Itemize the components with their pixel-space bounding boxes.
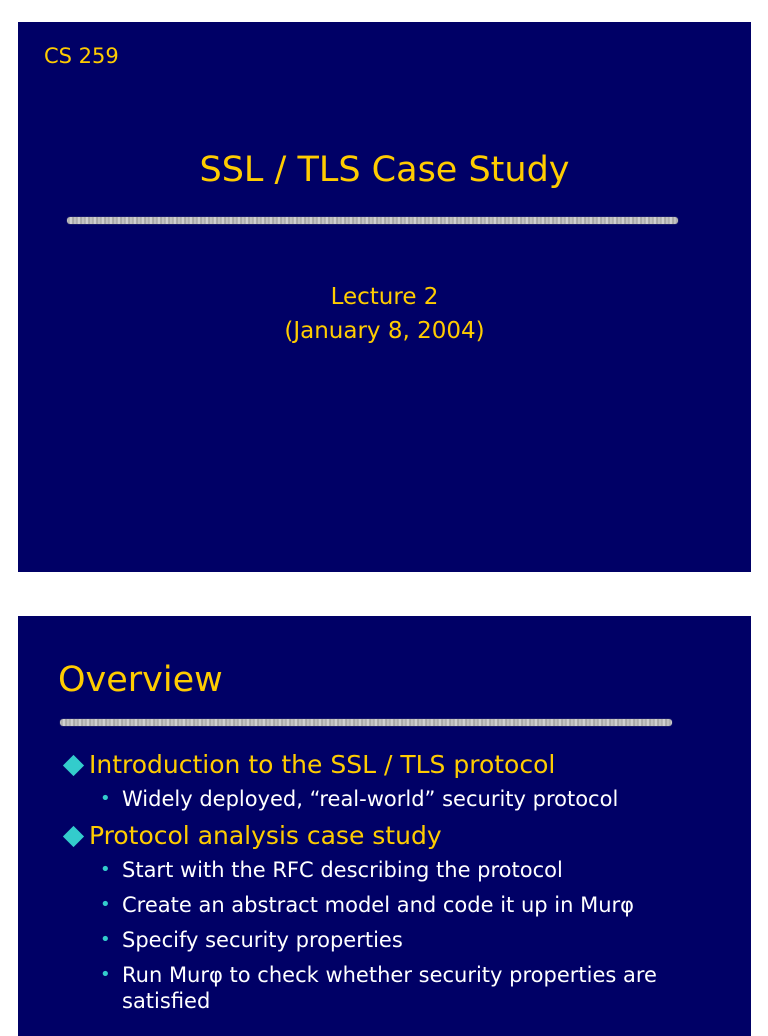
- bullet-list: [62, 750, 712, 1023]
- bullet-level2: [100, 892, 712, 918]
- bullet-text: Create an abstract model and code it up in Murφ: [122, 893, 634, 917]
- diamond-bullet-icon: [63, 825, 84, 846]
- dot-bullet-icon: •: [100, 964, 111, 985]
- bullet-heading: Introduction to the SSL / TLS protocol: [89, 750, 556, 779]
- bullet-text: Specify security properties: [122, 928, 403, 952]
- title-divider: [67, 217, 678, 224]
- overview-title: Overview: [58, 660, 223, 700]
- dot-bullet-icon: •: [100, 859, 111, 880]
- bullet-level2: [100, 786, 712, 812]
- bullet-level1: [62, 821, 712, 851]
- bullet-level1: [62, 750, 712, 780]
- title-slide: [18, 22, 751, 572]
- dot-bullet-icon: •: [100, 929, 111, 950]
- slide-title: SSL / TLS Case Study: [199, 150, 570, 190]
- bullet-heading: Protocol analysis case study: [89, 821, 442, 850]
- bullet-level2: [100, 962, 712, 1014]
- lecture-label: Lecture 2: [330, 284, 439, 310]
- bullet-level2: [100, 927, 712, 953]
- bullet-text: Widely deployed, “real-world” security protocol: [122, 787, 619, 811]
- bullet-level2: [100, 857, 712, 883]
- overview-divider: [60, 719, 672, 726]
- bullet-text: Run Murφ to check whether security properties are satisfied: [122, 963, 657, 1013]
- course-label: CS 259: [44, 44, 119, 68]
- dot-bullet-icon: •: [100, 894, 111, 915]
- overview-slide: [18, 616, 751, 1036]
- bullet-text: Start with the RFC describing the protocol: [122, 858, 563, 882]
- dot-bullet-icon: •: [100, 788, 111, 809]
- lecture-date: (January 8, 2004): [284, 318, 485, 344]
- diamond-bullet-icon: [63, 754, 84, 775]
